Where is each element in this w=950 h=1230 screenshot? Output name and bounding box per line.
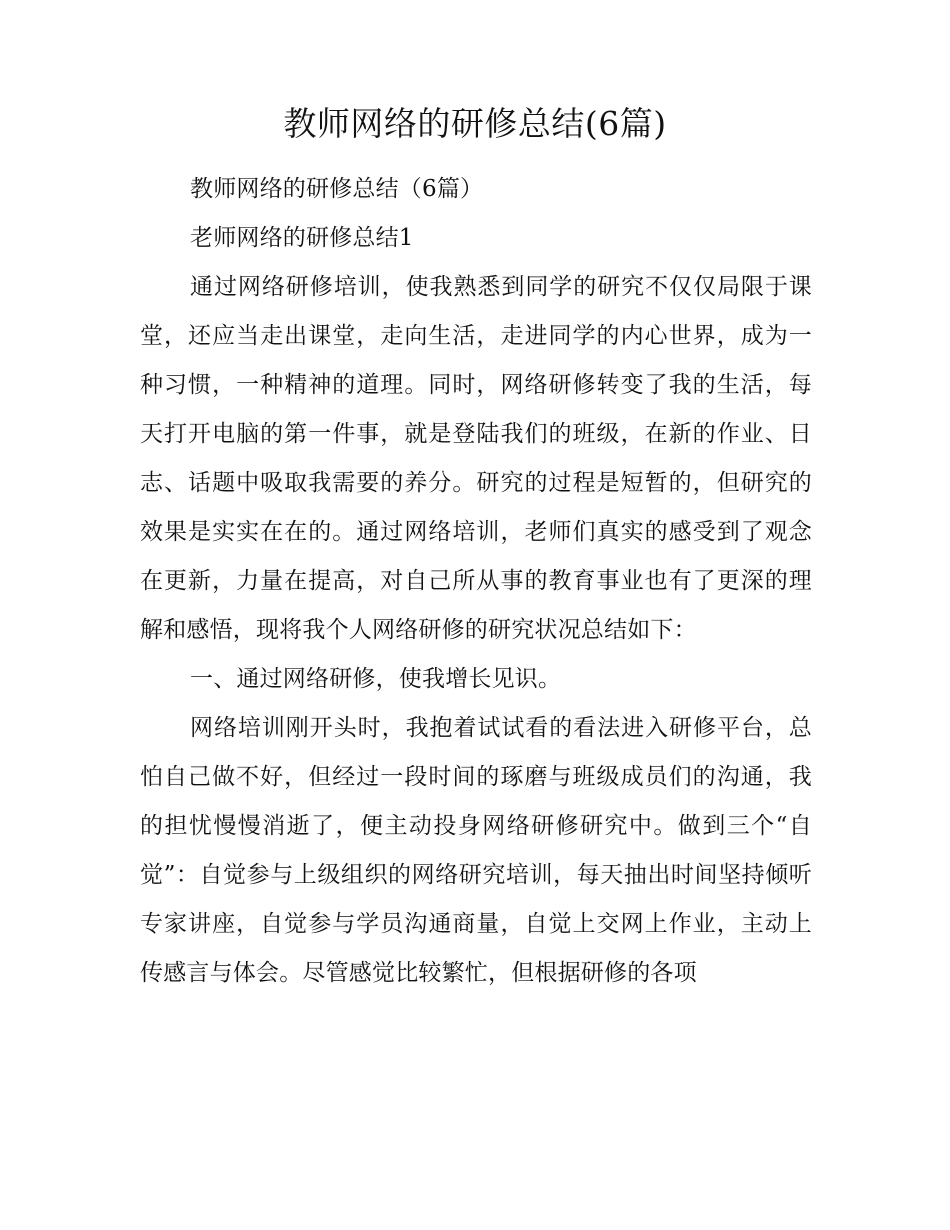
paragraph-body: 网络培训刚开头时，我抱着试试看的看法进入研修平台，总怕自己做不好，但经过一段时间的琢磨与班级成员们的沟通，我的担忧慢慢消逝了，便主动投身网络研修研究中。做到三个“自觉”：自觉参与上级组织的网络研究培训，每天抽出时间坚持倾听专家讲座，自觉参与学员沟通商量，自觉上交网上作业，主动上传感言与体会。尽管感觉比较繁忙，但根据研修的各项 [140,715,812,986]
paragraph-heading-repeat: 教师网络的研修总结（6篇） [190,176,484,202]
paragraph-intro: 通过网络研修培训，使我熟悉到同学的研究不仅仅局限于课堂，还应当走出课堂，走向生活，走进同学的内心世界，成为一种习惯，一种精神的道理。同时，网络研修转变了我的生活，每天打开电脑的第一件事，就是登陆我们的班级，在新的作业、日志、话题中吸取我需要的养分。研究的过程是短暂的，但研究的效果是实实在在的。通过网络培训，老师们真实的感受到了观念在更新，力量在提高，对自己所从事的教育事业也有了更深的理解和感悟，现将我个人网络研修的研究状况总结如下： [140,274,812,643]
document-title: 教师网络的研修总结(6篇) [283,104,667,143]
paragraph-section-title: 老师网络的研修总结1 [190,225,414,251]
paragraph-subheading: 一、通过网络研修，使我增长见识。 [190,666,562,692]
document-body [140,165,812,998]
